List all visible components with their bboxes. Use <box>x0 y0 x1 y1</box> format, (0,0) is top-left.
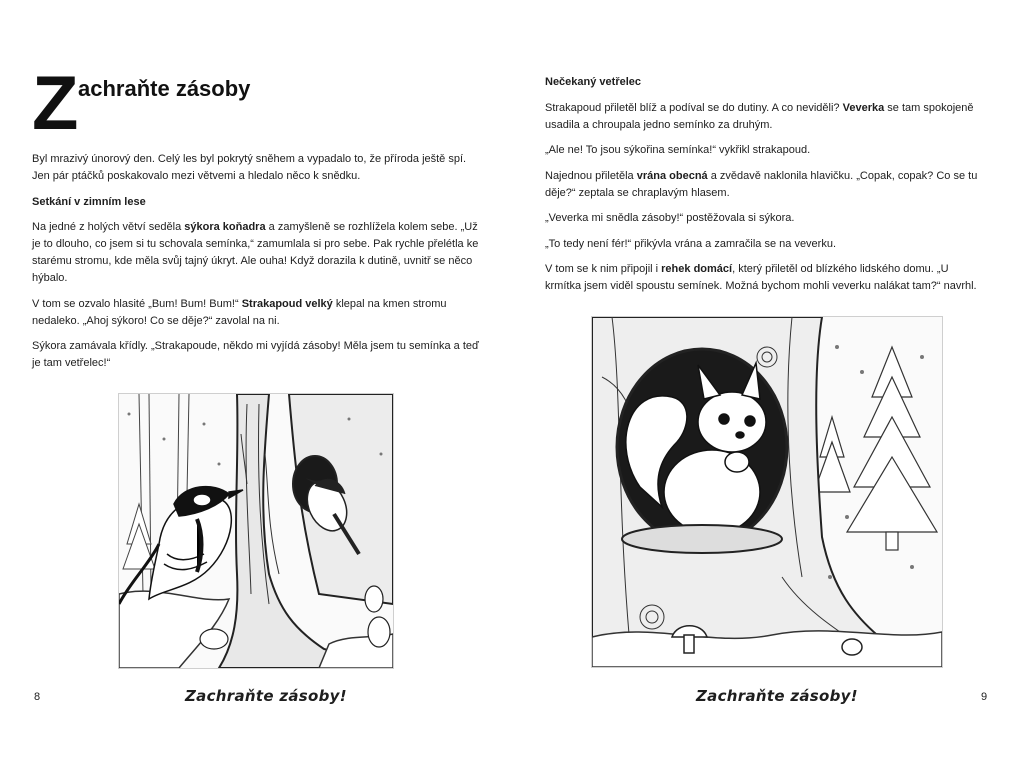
page-number: 8 <box>34 691 41 703</box>
paragraph: V tom se k nim připojil i rehek domácí, který přiletěl od blízkého lidského domu. „U krmítka jsem viděl spoustu semínek. Možná bychom mohli veverku nalákat tam?“ navrhl. <box>545 263 977 292</box>
footer-title: Zachraňte zásoby! <box>696 687 858 705</box>
section-subheading: Setkání v zimním lese <box>32 195 146 208</box>
paragraph: Na jedné z holých větví seděla sýkora koňadra a zamyšleně se rozhlížela kolem sebe. „Už je to dlouho, co jsem si tu schovala semínka,“ zamumlala si pro sebe. Pak rychle přelétla ke starému stromu, kde měla svůj tajný úkryt. Ale ouha! Když dorazila k dutině, uvnitř se něco hýbalo. <box>32 221 479 284</box>
paragraph: Sýkora zamávala křídly. „Strakapoude, někdo mi vyjídá zásoby! Měla jsem tu semínka a teď je tam vetřelec!“ <box>32 340 479 369</box>
paragraph: V tom se ozvalo hlasité „Bum! Bum! Bum!“ Strakapoud velký klepal na kmen stromu nedaleko. „Ahoj sýkoro! Co se děje?“ zavolal na ni. <box>32 297 447 327</box>
paragraph: Najednou přiletěla vrána obecná a zvědavě naklonila hlavičku. „Copak, copak? Co se tu děje?“ zeptala se chraplavým hlasem. <box>545 169 978 199</box>
title-dropcap: Z <box>32 61 79 146</box>
section-subheading: Nečekaný vetřelec <box>545 76 642 88</box>
paragraph: „Ale ne! To jsou sýkořina semínka!“ vykřikl strakapoud. <box>545 144 811 156</box>
paragraph: Byl mrazivý únorový den. Celý les byl pokrytý sněhem a vypadalo to, že příroda ještě spí. Jen pár ptáčků poskakovalo mezi větvemi a hledalo něco k snědku. <box>32 153 467 182</box>
right-body-text <box>545 74 985 304</box>
squirrel-illustration <box>591 316 943 668</box>
page-number: 9 <box>981 691 988 703</box>
footer-title: Zachraňte zásoby! <box>185 687 347 705</box>
birds-illustration <box>118 393 394 669</box>
paragraph: „Veverka mi snědla zásoby!“ postěžovala si sýkora. <box>545 212 795 224</box>
paragraph: Strakapoud přiletěl blíž a podíval se do dutiny. A co neviděli? Veverka se tam spokojeně usadila a chroupala jedno semínko za druhým. <box>545 101 974 131</box>
paragraph: „To tedy není fér!“ přikývla vrána a zamračila se na veverku. <box>545 237 837 250</box>
left-body-text <box>32 151 482 381</box>
title-text: achraňte zásoby <box>78 76 251 101</box>
